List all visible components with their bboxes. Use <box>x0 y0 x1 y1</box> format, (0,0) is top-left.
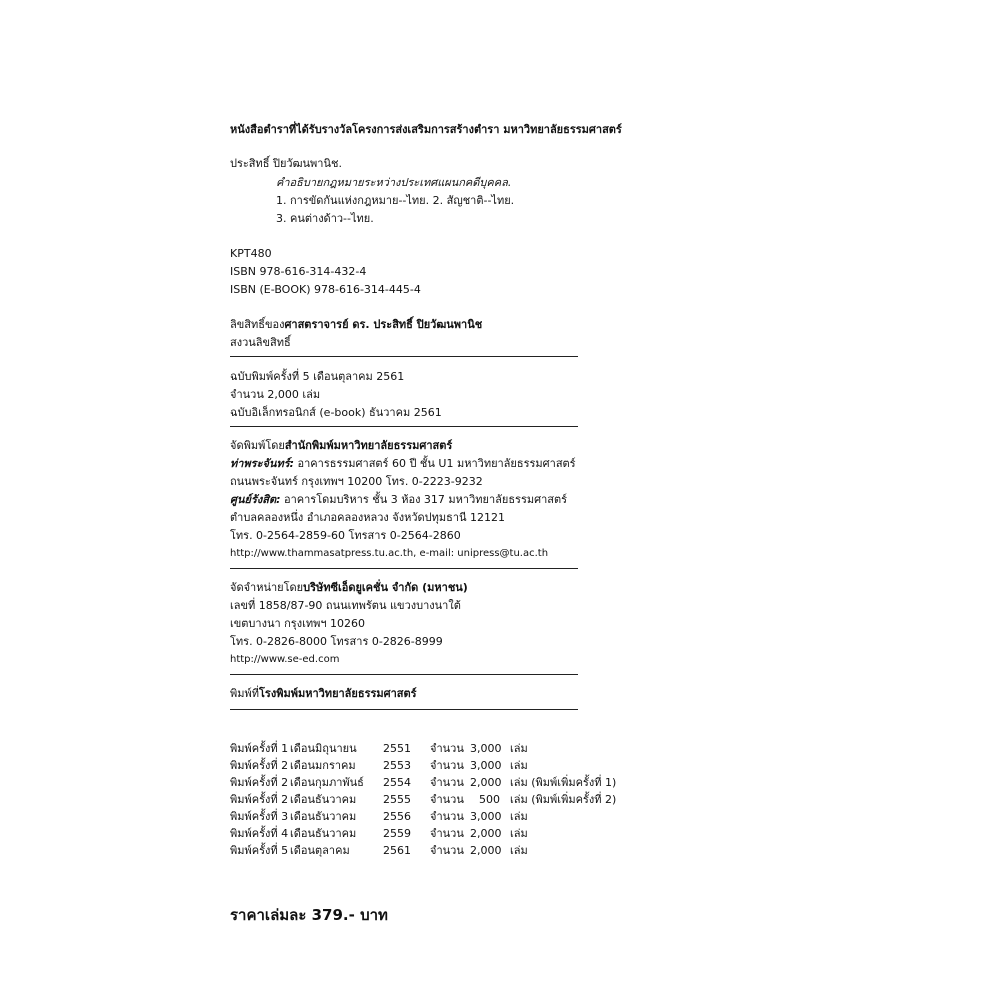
copyright-line <box>230 318 482 332</box>
print-history-row: พิมพ์ครั้งที่ 2 เดือนธันวาคม 2555 จำนวน 500 เล่ม (พิมพ์เพิ่มครั้งที่ 2) <box>230 793 617 806</box>
catalog-author: ประสิทธิ์ ปิยวัฒนพานิช. <box>230 157 342 170</box>
rangsit-address-1: ศูนย์รังสิต: อาคารโดมบริหาร ชั้น 3 ห้อง 317 มหาวิทยาลัยธรรมศาสตร์ <box>230 493 568 506</box>
rights-reserved: สงวนลิขสิทธิ์ <box>230 336 291 349</box>
catalog-subjects-1: 1. การขัดกันแห่งกฎหมาย--ไทย. 2. สัญชาติ--ไทย. <box>276 194 515 207</box>
print-history-row: พิมพ์ครั้งที่ 1 เดือนมิถุนายน 2551 จำนวน 3,000 เล่ม <box>230 742 528 755</box>
distributor-address-1: เลขที่ 1858/87-90 ถนนเทพรัตน แขวงบางนาใต้ <box>230 599 461 612</box>
publisher-web: http://www.thammasatpress.tu.ac.th, e-mail: unipress@tu.ac.th <box>230 548 549 559</box>
publisher-line <box>230 439 452 453</box>
publisher-phone: โทร. 0-2564-2859-60 โทรสาร 0-2564-2860 <box>230 529 461 542</box>
printer-line <box>230 687 417 701</box>
print-history-row: พิมพ์ครั้งที่ 5 เดือนตุลาคม 2561 จำนวน 2,000 เล่ม <box>230 844 528 857</box>
divider <box>230 674 578 675</box>
edition-line-1: ฉบับพิมพ์ครั้งที่ 5 เดือนตุลาคม 2561 <box>230 370 405 383</box>
catalog-title: คำอธิบายกฎหมายระหว่างประเทศแผนกคดีบุคคล. <box>276 176 512 189</box>
divider <box>230 426 578 427</box>
divider <box>230 709 578 710</box>
print-history-row: พิมพ์ครั้งที่ 3 เดือนธันวาคม 2556 จำนวน 3,000 เล่ม <box>230 810 528 823</box>
print-history-row: พิมพ์ครั้งที่ 2 เดือนมกราคม 2553 จำนวน 3,000 เล่ม <box>230 759 528 772</box>
isbn-ebook: ISBN (E-BOOK) 978-616-314-445-4 <box>230 283 421 296</box>
distributor-web: http://www.se-ed.com <box>230 654 340 665</box>
call-number: KPT480 <box>230 247 272 260</box>
distributor-name: บริษัทซีเอ็ดยูเคชั่น จำกัด (มหาชน) <box>303 581 468 594</box>
tapra-label: ท่าพระจันทร์: <box>230 457 295 470</box>
print-history-row: พิมพ์ครั้งที่ 2 เดือนกุมภาพันธ์ 2554 จำนวน 2,000 เล่ม (พิมพ์เพิ่มครั้งที่ 1) <box>230 776 617 789</box>
distributor-phone: โทร. 0-2826-8000 โทรสาร 0-2826-8999 <box>230 635 443 648</box>
rangsit-label: ศูนย์รังสิต: <box>230 493 281 506</box>
distributor-prefix: จัดจำหน่ายโดย <box>230 581 304 594</box>
copyright-prefix: ลิขสิทธิ์ของ <box>230 318 285 331</box>
copyright-owner: ศาสตราจารย์ ดร. ประสิทธิ์ ปิยวัฒนพานิช <box>284 318 483 331</box>
isbn: ISBN 978-616-314-432-4 <box>230 265 367 278</box>
printer-prefix: พิมพ์ที่ <box>230 687 260 700</box>
print-history <box>230 740 650 859</box>
tapra-address-2: ถนนพระจันทร์ กรุงเทพฯ 10200 โทร. 0-2223-9232 <box>230 475 483 488</box>
distributor-line <box>230 581 468 595</box>
publisher-name: สำนักพิมพ์มหาวิทยาลัยธรรมศาสตร์ <box>284 439 453 452</box>
price: ราคาเล่มละ 379.- บาท <box>230 906 388 924</box>
edition-line-2: จำนวน 2,000 เล่ม <box>230 388 321 401</box>
tapra-address-1: ท่าพระจันทร์: อาคารธรรมศาสตร์ 60 ปี ชั้น U1 มหาวิทยาลัยธรรมศาสตร์ <box>230 457 576 470</box>
divider <box>230 356 578 357</box>
edition-line-3: ฉบับอิเล็กทรอนิกส์ (e-book) ธันวาคม 2561 <box>230 406 442 419</box>
catalog-subjects-2: 3. คนต่างด้าว--ไทย. <box>276 212 374 225</box>
award-title: หนังสือตำราที่ได้รับรางวัลโครงการส่งเสริมการสร้างตำรา มหาวิทยาลัยธรรมศาสตร์ <box>230 123 622 136</box>
rangsit-address-2: ตำบลคลองหนึ่ง อำเภอคลองหลวง จังหวัดปทุมธานี 12121 <box>230 511 506 524</box>
print-history-row: พิมพ์ครั้งที่ 4 เดือนธันวาคม 2559 จำนวน 2,000 เล่ม <box>230 827 528 840</box>
publisher-prefix: จัดพิมพ์โดย <box>230 439 285 452</box>
divider <box>230 568 578 569</box>
printer-name: โรงพิมพ์มหาวิทยาลัยธรรมศาสตร์ <box>259 687 417 700</box>
distributor-address-2: เขตบางนา กรุงเทพฯ 10260 <box>230 617 366 630</box>
